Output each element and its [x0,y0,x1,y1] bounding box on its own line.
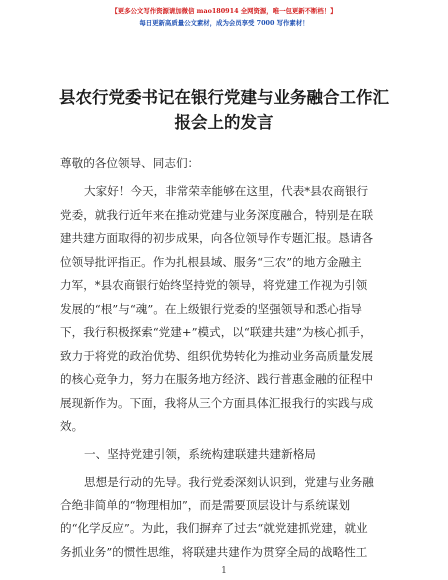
body-line: 展现新作为。下面，我将从三个方面具体汇报我行的实践与成 [60,396,374,410]
body-line: 位领导批评指正。作为扎根县域、服务“三农”的地方金融主 [60,255,362,269]
body-line: 党委，就我行近年来在推动党建与业务深度融合，特别是在联 [60,208,374,222]
body-line: 建共建方面取得的初步成果，向各位领导作专题汇报。恳请各 [60,231,374,245]
body-line: 思想是行动的先导。我行党委深刻认识到，党建与业务融 [84,475,374,489]
greeting: 尊敬的各位领导、同志们： [60,156,200,170]
section-heading: 一、坚持党建引领，系统构建联建共建新格局 [84,447,316,461]
body-line: 发展的“根”与“魂”。在上级银行党委的坚强领导和悉心指导 [60,302,362,316]
document-title-line1: 县农行党委书记在银行党建与业务融合工作汇 [59,88,389,107]
body-line: 的“化学反应”。为此，我们摒弃了过去“就党建抓党建，就业 [60,521,368,535]
body-line: 合绝非简单的“物理相加”，而是需要顶层设计与系统谋划 [60,498,351,512]
promo-banner-line2: 每日更新高质量公文素材，成为会员享受 7000 写作素材！ [139,19,309,27]
body-line: 效。 [60,419,84,433]
body-line: 务抓业务”的惯性思维，将联建共建作为贯穿全局的战略性工 [60,545,368,559]
body-line: 力军，*县农商银行始终坚持党的领导，将党建工作视为引领 [60,278,368,292]
body-line: 的核心竞争力，努力在服务地方经济、践行普惠金融的征程中 [60,372,374,386]
body-line: 下，我行积极探索“党建+”模式，以“联建共建”为核心抓手， [60,325,372,339]
promo-banner-line1: 【更多公文写作资源请加微信 mao180914 全网资源，唯一包更新不断档！】 [111,7,337,15]
document-title-line2: 报会上的发言 [174,113,274,132]
page-number: 1 [221,566,227,576]
body-line: 大家好！今天，非常荣幸能够在这里，代表*县农商银行 [84,184,369,198]
body-line: 致力于将党的政治优势、组织优势转化为推动业务高质量发展 [60,349,374,363]
